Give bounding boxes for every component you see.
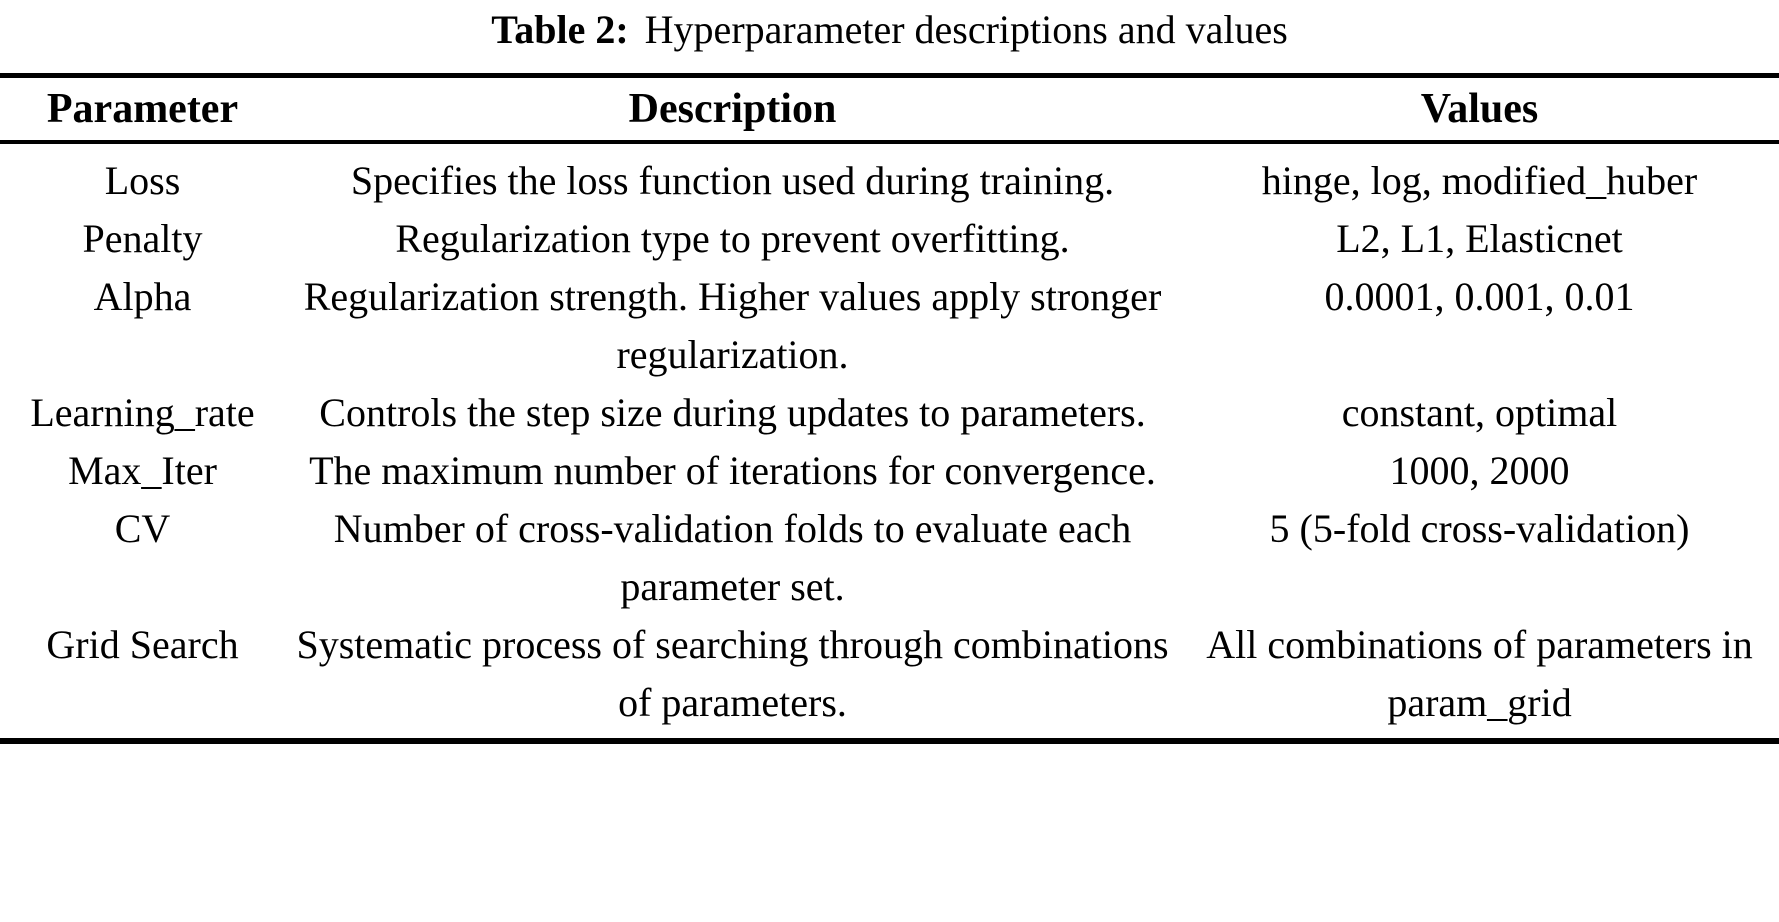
- cell-parameter: Max_Iter: [68, 447, 217, 493]
- cell-description: Specifies the loss function used during training.: [350, 157, 1115, 203]
- table-body: [0, 142, 1779, 741]
- column-header-values: Values: [1180, 76, 1779, 142]
- cell-parameter: Loss: [104, 157, 181, 203]
- table-caption-text: Hyperparameter descriptions and values: [644, 7, 1288, 52]
- table-row: [0, 384, 1779, 442]
- cell-values: 1000, 2000: [1389, 447, 1570, 493]
- cell-parameter: CV: [114, 505, 171, 551]
- column-header-description: Description: [285, 76, 1180, 142]
- cell-values: All combinations of parameters in param_grid: [1206, 621, 1753, 725]
- cell-values: L2, L1, Elasticnet: [1336, 215, 1623, 261]
- cell-description: Number of cross-validation folds to evaluate each parameter set.: [333, 505, 1132, 609]
- cell-values: constant, optimal: [1341, 389, 1618, 435]
- cell-values: 5 (5-fold cross-validation): [1269, 505, 1690, 551]
- table-caption-label: Table 2:: [491, 7, 629, 52]
- cell-parameter: Penalty: [82, 215, 203, 261]
- table-row: [0, 500, 1779, 616]
- hyperparameter-table: [0, 73, 1779, 744]
- header-row: [0, 76, 1779, 142]
- cell-parameter: Learning_rate: [30, 389, 255, 435]
- cell-values: hinge, log, modified_huber: [1261, 157, 1698, 203]
- cell-description: Controls the step size during updates to parameters.: [319, 389, 1146, 435]
- column-header-parameter: Parameter: [0, 76, 285, 142]
- table-row: [0, 268, 1779, 384]
- cell-description: Regularization strength. Higher values apply stronger regularization.: [303, 273, 1162, 377]
- table-caption: [0, 0, 1779, 56]
- cell-description: Systematic process of searching through combinations of parameters.: [296, 621, 1169, 725]
- cell-description: The maximum number of iterations for convergence.: [309, 447, 1156, 493]
- table-header: [0, 76, 1779, 142]
- table-row: [0, 442, 1779, 500]
- cell-description: Regularization type to prevent overfitting.: [395, 215, 1070, 261]
- table-row: [0, 616, 1779, 741]
- cell-parameter: Grid Search: [46, 621, 239, 667]
- cell-parameter: Alpha: [93, 273, 192, 319]
- cell-values: 0.0001, 0.001, 0.01: [1324, 273, 1635, 319]
- table-row: [0, 142, 1779, 210]
- table-row: [0, 210, 1779, 268]
